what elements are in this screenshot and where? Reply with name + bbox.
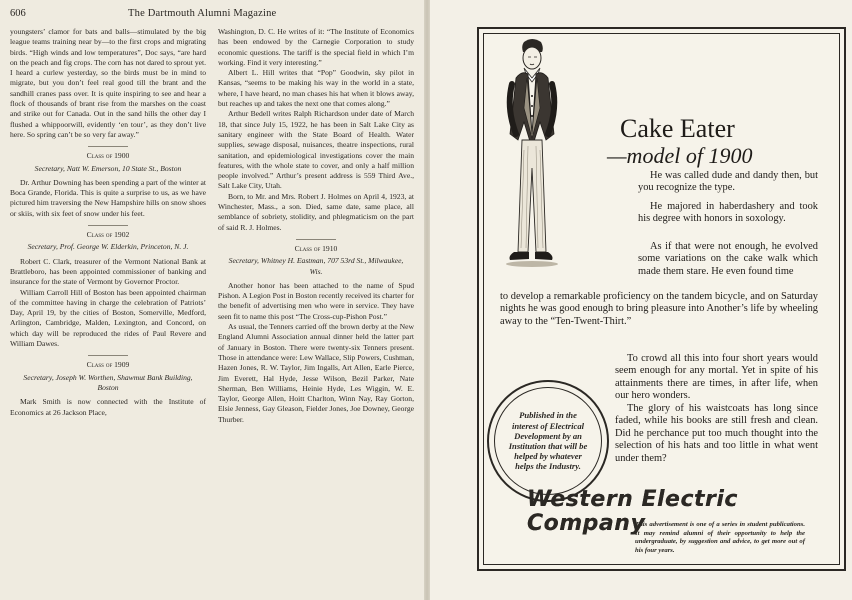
continued-paragraph: Washington, D. C. He writes of it: “The Institute of Economics has been endowed by the Carnegie Corporation to study economic questions. The tariff is the special field in which I’m working. Find it very interesting.”: [218, 27, 414, 67]
right-page: [430, 0, 852, 600]
ad-paragraph-3-continued: to develop a remarkable proficiency on the tandem bicycle, and on Saturday nights he was good enough to bring pleasure into Another’s life by wheeling away to the “Ten-Twent-Thirt.”: [500, 291, 818, 327]
news-paragraph: Albert L. Hill writes that “Pop” Goodwin, sky pilot in Kansas, “seems to be making his way in the world in a state, where, I have heard, no man chases his hat when it blows away, but reaches up and takes the next one that comes along.”: [218, 68, 414, 109]
class-1910-secretary: Secretary, Whitney H. Eastman, 707 53rd St., Milwaukee, Wis.: [228, 256, 404, 276]
class-1910-paragraph: Another honor has been attached to the name of Spud Pishon. A Legion Post in Boston recently received its charter for the benefit of advertising men who were in service. They have seen fit to name this post “The Cross-cup-Pishon Post.”: [218, 280, 414, 321]
class-1910-heading: Class of 1910: [294, 243, 338, 253]
left-column-1: [10, 27, 206, 418]
section-divider: [88, 146, 128, 147]
seal-text: Published in the interest of Electrical Development by an Institution that will be helped by whatever helps the Industry.: [508, 410, 588, 472]
ad-paragraph-5: The glory of his waistcoats has long since faded, while his books are still fresh and clean. Did he perchance put too much thought into the selection of his hats and too little in what went under them?: [615, 403, 818, 464]
left-page: [0, 0, 424, 600]
class-1900-heading: Class of 1900: [86, 151, 130, 161]
class-1909-secretary: Secretary, Joseph W. Worthen, Shawmut Bank Building, Boston: [23, 372, 193, 392]
intro-paragraph: youngsters’ clamor for bats and balls—stimulated by the big league teams training near by—to the first crops and migrating birds. “High winds and low temperatures”, Doc says, “are hard on the peach and fig crops. The corn has not dared to sprout yet. I heard a curlew yesterday, so the birds must be in mind to migrate, but you don’t feel real good till the brant and the sandhill cranes pass over. It is quite inspiring to see and hear a flock of thousands of brant rise from the marshes on the coast and strike out for Canada. Out in the sand hills the other day I flushed a whippoorwill, evidently ‘en tour’, as they don’t live here. So spring can’t be so very far away.”: [10, 27, 206, 139]
seal-inner-ring: [494, 387, 602, 495]
page-number: 606: [10, 8, 26, 19]
ad-headline: Cake Eater: [620, 114, 735, 143]
section-divider: [88, 355, 128, 356]
class-1909-heading: Class of 1909: [86, 360, 130, 370]
class-1902-paragraph: William Carroll Hill of Boston has been appointed chairman of the committee having in charge the celebration of Patriots’ Day, April 19, by the cities of Boston, Somerville, Medford, Arlington, Cambridge, Malden, Lexington, and Concord, on which day will be reproduced the rides of Paul Revere and William Dawes.: [10, 287, 206, 349]
ad-subheadline: —model of 1900: [607, 143, 753, 168]
section-divider: [296, 239, 336, 240]
page-header: [10, 8, 410, 22]
class-1900-paragraph: Dr. Arthur Downing has been spending a part of the winter at Boca Grande, Florida. This is quite a surprise to us, as we have pictured him traversing the New Hampshire hills on snow shoes or skiis, with six feet of snow under his feet.: [10, 177, 207, 218]
brand-logotype: Western Electric Company: [527, 487, 738, 536]
class-1909-paragraph: Mark Smith is now connected with the Institute of Economics at 26 Jackson Place,: [10, 397, 206, 417]
ad-seal-badge: [487, 380, 609, 502]
class-1902-paragraph: Robert C. Clark, treasurer of the Vermont National Bank at Brattleboro, has been appointed commissioner of banking and insurance for the state of Vermont by Governor Proctor.: [10, 256, 206, 287]
ad-paragraph-4: To crowd all this into four short years would seem enough for any mortal. Yet in spite of his attainments there are times, in after life, when our hero wonders.: [615, 353, 818, 402]
left-column-2: [218, 27, 414, 425]
class-1910-paragraph: As usual, the Tenners carried off the brown derby at the New England Alumni Association annual dinner held the latter part of January in Boston. There were twenty-six Tenners present. Those in attendance were: Lew Wallace, Slip Powers, Cushman, Hazen Jones, R. W. Taylor, Jim Ingalls, Art Allen, Earle Pierce, Jim Everett, Hal Hyde, Jesse Wilson, Bezil Parker, Nate Sherman, Ben Williams, Heinie Hyde, Les Wiggin, W. E. Taylor, George Allen, Hoitt Charlton, Winn Nay, Ray Gorton, Elsie Jenness, Gay Gleason, Fielder Jones, Joe Downey, George Thurber.: [218, 322, 414, 424]
class-1900-secretary: Secretary, Natt W. Emerson, 10 State St., Boston: [34, 163, 182, 173]
ad-footnote: This advertisement is one of a series in student publications. It may remind alumni of their opportunity to help the undergraduate, by suggestion and advice, to get more out of his four years.: [635, 521, 805, 554]
magazine-title: The Dartmouth Alumni Magazine: [128, 8, 277, 19]
class-1902-secretary: Secretary, Prof. George W. Elderkin, Princeton, N. J.: [27, 242, 189, 252]
news-paragraph: Arthur Bedell writes Ralph Richardson under date of March 18, that since July 15, 1922, he has been in Salt Lake City as sanitary engineer with the State Board of Health. Water supplies, sewage disposal, nuisances, theatre inspections, rural sanitation, and epidemiological investigations cover the main features, with the whole state to cover, and only a half million people involved.” Arthur’s present address is 559 Third Ave., Salt Lake City, Utah.: [218, 109, 414, 191]
dandy-illustration: [494, 38, 570, 274]
section-divider: [88, 225, 128, 226]
ad-paragraph-1: He was called dude and dandy then, but you recognize the type.: [638, 170, 818, 194]
ad-paragraph-2: He majored in haberdashery and took his degree with honors in soxology.: [638, 201, 818, 225]
ad-paragraph-3: As if that were not enough, he evolved some variations on the cake walk which made them stare. He even found time: [638, 241, 818, 277]
class-1902-heading: Class of 1902: [86, 230, 130, 240]
news-paragraph: Born, to Mr. and Mrs. Robert J. Holmes on April 4, 1923, at Winchester, Mass., a son. Died, same date, same place, all semblance of sobriety, stolidity, and phlegmaticism on the part of said R. J. Holmes.: [218, 191, 414, 232]
